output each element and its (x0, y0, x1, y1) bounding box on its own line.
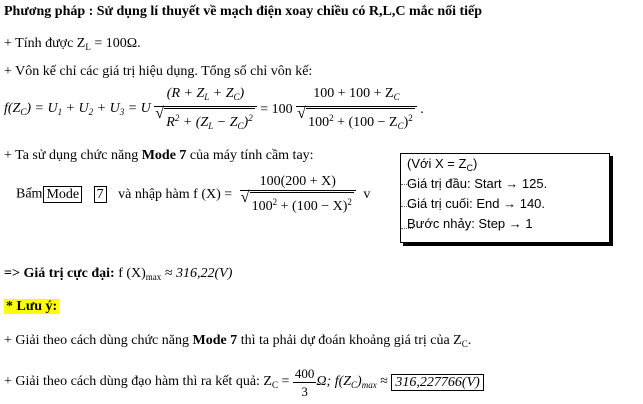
formula-end: . (416, 102, 424, 117)
zl-subscript: L (85, 42, 91, 52)
zc-fraction: $\frac{400}{3}$ (294, 366, 315, 399)
hint-step: Bước nhảy: Step → 1 (407, 216, 533, 231)
formula-lhs: $f(Z_C) = U_1 + U_2 + U_3 = U$ (4, 100, 151, 117)
hint-end: Giá trị cuối: End → 140. (407, 196, 546, 211)
press-label: Bấm (16, 186, 43, 202)
seven-key: 7 (94, 186, 107, 203)
result-box: 316,227766(V) (391, 374, 483, 391)
max-value-line: => Giá trị cực đại: f $(X)_{max} \approx 316,22(V)$ (4, 266, 233, 282)
function-fraction: 100(200 + X) √ $100^2 + (100 - X)^2$ (240, 174, 356, 215)
voltage-formula (4, 86, 424, 134)
derivative-prefix: + Giải theo cách dùng đạo hàm thì ra kết quả: $Z_C$ = (4, 373, 293, 390)
voltmeter-line: + Vôn kế chỉ các giá trị hiệu dụng. Tổng số chỉ vôn kế: (4, 64, 313, 79)
hint-box (400, 153, 610, 243)
mode7-text: Mode 7 (141, 148, 187, 163)
hint-start: Giá trị đầu: Start → 125. (407, 176, 548, 191)
method-heading: Phương pháp : Sử dụng lí thuyết về mạch điện xoay chiều có R,L,C mắc nối tiếp (4, 4, 483, 19)
zl-prefix: + Tính được Z (4, 36, 86, 51)
formula-fraction-2: $100 + 100 + Z_C$ √ $100^2 + (100 - Z_C)^2$ (296, 86, 417, 134)
enter-function-label: và nhập hàm f (X) = (118, 186, 233, 202)
max-label: Giá trị cực đại: (23, 266, 115, 281)
hint-title: (Với $X = Z_C$) (407, 156, 478, 173)
zl-suffix: = 100Ω. (90, 36, 141, 51)
max-value: ≈ 316,22(V) (161, 266, 233, 281)
derivative-f: Ω; $f(Z_C)_{max}$ ≈ (316, 373, 392, 390)
press-line (16, 174, 370, 215)
trailing-v: v (363, 186, 371, 202)
mode-key: Mode (43, 186, 82, 203)
formula-eq100: = 100 (256, 102, 293, 117)
note-label-line (4, 299, 59, 315)
note-mode7-line: + Giải theo cách dùng chức năng Mode 7 thì ta phải dự đoán khoảng giá trị của $Z_C$. (4, 333, 472, 349)
zl-line (4, 36, 141, 55)
note-derivative-line (4, 366, 484, 400)
formula-fraction-1: $(R + Z_L + Z_C)$ √ $R^2 + (Z_L - Z_C)^2$ (154, 86, 256, 134)
calculator-line: + Ta sử dụng chức năng Mode 7 của máy tính cầm tay: (4, 148, 314, 163)
note-label: * Lưu ý: (6, 299, 58, 314)
